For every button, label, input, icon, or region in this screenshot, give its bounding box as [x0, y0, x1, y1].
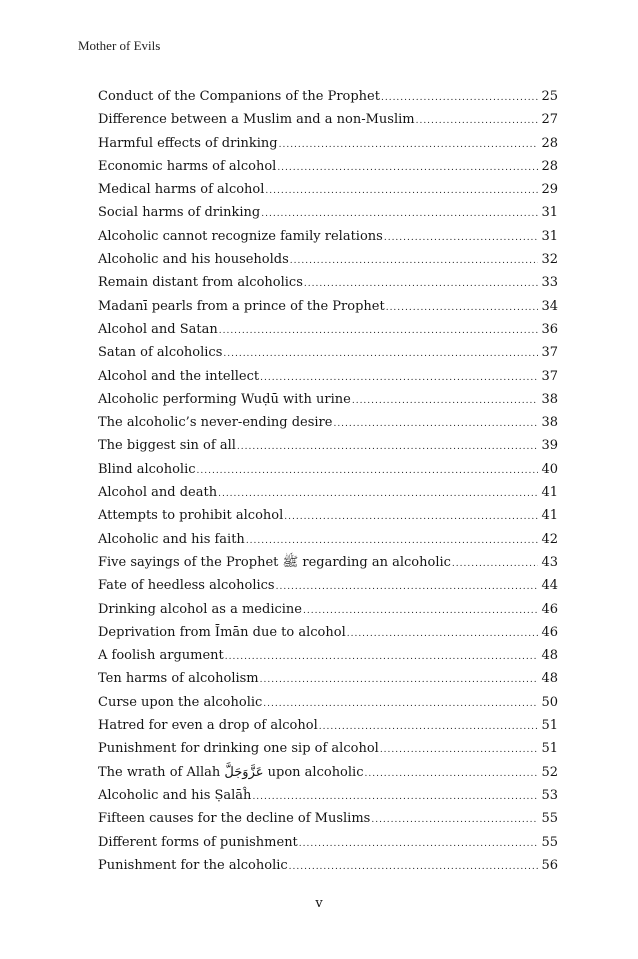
dot-leader	[381, 87, 538, 110]
dot-leader	[352, 390, 539, 413]
toc-entry[interactable]	[98, 178, 558, 201]
toc-entry-page: 43	[541, 554, 558, 570]
toc-entry-title: A foolish argument	[98, 648, 224, 664]
toc-entry[interactable]	[98, 388, 558, 411]
toc-entry-title: Curse upon the alcoholic	[98, 694, 263, 710]
toc-entry-title: Alcohol and Satan	[98, 321, 218, 337]
toc-entry-title: Fate of heedless alcoholics	[98, 578, 275, 594]
toc-entry-page: 51	[541, 741, 558, 757]
dot-leader	[261, 203, 538, 226]
table-of-contents	[98, 85, 558, 877]
dot-leader	[279, 134, 539, 157]
dot-leader	[237, 436, 539, 459]
toc-entry[interactable]	[98, 481, 558, 504]
toc-entry-page: 39	[541, 438, 558, 454]
dot-leader	[284, 506, 538, 529]
dot-leader	[260, 367, 538, 390]
toc-entry-title: Difference between a Muslim and a non-Muslim	[98, 112, 415, 128]
toc-entry[interactable]	[98, 341, 558, 364]
toc-entry[interactable]	[98, 667, 558, 690]
dot-leader	[290, 250, 539, 273]
toc-entry[interactable]	[98, 831, 558, 854]
toc-entry[interactable]	[98, 574, 558, 597]
toc-entry-title: Hatred for even a drop of alcohol	[98, 718, 318, 734]
dot-leader	[223, 343, 538, 366]
toc-entry-page: 41	[541, 508, 558, 524]
toc-entry-page: 50	[541, 694, 558, 710]
toc-entry[interactable]	[98, 318, 558, 341]
toc-entry-title: Alcoholic and his faith	[98, 531, 245, 547]
toc-entry-title: Alcohol and the intellect	[98, 368, 260, 384]
toc-entry-page: 29	[541, 182, 558, 198]
running-head-title: Mother of Evils	[78, 38, 161, 53]
toc-entry[interactable]	[98, 691, 558, 714]
toc-entry-page: 48	[541, 648, 558, 664]
toc-entry-title: Drinking alcohol as a medicine	[98, 601, 302, 617]
toc-entry-page: 34	[541, 298, 558, 314]
toc-entry-page: 40	[541, 461, 558, 477]
toc-entry-title: Conduct of the Companions of the Prophet	[98, 89, 380, 104]
dot-leader	[416, 110, 539, 133]
toc-entry-title: The biggest sin of all	[98, 438, 236, 454]
toc-entry-page: 46	[541, 624, 558, 640]
toc-entry-title: Medical harms of alcohol	[98, 182, 265, 198]
toc-entry[interactable]	[98, 504, 558, 527]
toc-entry-title: Punishment for drinking one sip of alcohol	[98, 741, 379, 757]
dot-leader	[289, 856, 539, 879]
dot-leader	[452, 553, 539, 576]
toc-entry-title: Satan of alcoholics	[98, 345, 223, 361]
dot-leader	[333, 413, 538, 436]
toc-entry-title: Deprivation from Īmān due to alcohol	[98, 624, 346, 640]
dot-leader	[319, 716, 539, 739]
dot-leader	[265, 180, 538, 203]
toc-entry-title: The wrath of Allah عَزَّوَجَلَّ upon alcoholic	[98, 764, 364, 780]
toc-entry[interactable]	[98, 644, 558, 667]
toc-entry[interactable]	[98, 295, 558, 318]
toc-entry[interactable]	[98, 248, 558, 271]
dot-leader	[277, 157, 538, 180]
toc-entry[interactable]	[98, 411, 558, 434]
toc-entry[interactable]	[98, 598, 558, 621]
dot-leader	[260, 669, 539, 692]
toc-entry-title: Social harms of drinking	[98, 205, 261, 221]
dot-leader	[384, 227, 539, 250]
toc-entry-page: 55	[541, 811, 558, 827]
toc-entry-page: 51	[541, 718, 558, 734]
toc-entry[interactable]	[98, 132, 558, 155]
dot-leader	[219, 320, 539, 343]
toc-entry-page: 31	[541, 228, 558, 244]
toc-entry-title: Fifteen causes for the decline of Muslims	[98, 811, 371, 827]
dot-leader	[276, 576, 539, 599]
toc-entry-title: The alcoholic’s never-ending desire	[98, 415, 333, 431]
dot-leader	[252, 786, 538, 809]
dot-leader	[365, 763, 539, 786]
toc-entry-page: 28	[541, 158, 558, 174]
toc-entry-page: 46	[541, 601, 558, 617]
dot-leader	[218, 483, 538, 506]
toc-entry-page: 52	[541, 764, 558, 780]
toc-entry-page: 33	[541, 275, 558, 291]
toc-entry-title: Madanī pearls from a prince of the Prophet	[98, 298, 385, 314]
toc-entry-page: 55	[541, 834, 558, 850]
toc-entry-title: Blind alcoholic	[98, 461, 196, 477]
toc-entry[interactable]	[98, 621, 558, 644]
toc-entry-page: 27	[541, 112, 558, 128]
toc-entry-page: 53	[541, 787, 558, 803]
toc-entry-title: Alcoholic performing Wuḍū with urine	[98, 391, 351, 407]
toc-entry[interactable]	[98, 225, 558, 248]
toc-entry-title: Harmful effects of drinking	[98, 135, 278, 151]
toc-entry[interactable]	[98, 108, 558, 131]
dot-leader	[263, 693, 538, 716]
dot-leader	[303, 600, 538, 623]
dot-leader	[246, 530, 539, 553]
toc-entry-title: Alcoholic and his households	[98, 252, 289, 268]
toc-entry-title: Five sayings of the Prophet ﷺ regarding an alcoholic	[98, 554, 451, 570]
toc-entry-page: 44	[541, 578, 558, 594]
toc-entry[interactable]	[98, 155, 558, 178]
toc-entry[interactable]	[98, 528, 558, 551]
toc-entry[interactable]	[98, 714, 558, 737]
toc-entry-page: 37	[541, 368, 558, 384]
toc-entry-page: 38	[541, 391, 558, 407]
toc-entry[interactable]	[98, 551, 558, 574]
dot-leader	[299, 833, 539, 856]
toc-entry-title: Attempts to prohibit alcohol	[98, 508, 284, 524]
toc-entry-page: 37	[541, 345, 558, 361]
toc-entry[interactable]	[98, 784, 558, 807]
dot-leader	[347, 623, 539, 646]
toc-entry-page: 48	[541, 671, 558, 687]
toc-entry-page: 42	[541, 531, 558, 547]
toc-entry-page: 25	[541, 89, 558, 104]
dot-leader	[225, 646, 539, 669]
toc-entry-page: 28	[541, 135, 558, 151]
toc-entry[interactable]	[98, 85, 558, 108]
dot-leader	[304, 273, 539, 296]
toc-entry-title: Punishment for the alcoholic	[98, 857, 288, 873]
toc-entry-title: Alcoholic cannot recognize family relations	[98, 228, 383, 244]
dot-leader	[197, 460, 539, 483]
toc-entry[interactable]	[98, 434, 558, 457]
toc-entry[interactable]	[98, 271, 558, 294]
dot-leader	[380, 739, 539, 762]
toc-entry[interactable]	[98, 761, 558, 784]
toc-entry-title: Alcohol and death	[98, 485, 218, 501]
toc-entry[interactable]	[98, 365, 558, 388]
page-number: v	[315, 896, 323, 911]
toc-entry-title: Ten harms of alcoholism	[98, 671, 259, 687]
toc-entry-page: 32	[541, 252, 558, 268]
toc-entry-page: 38	[541, 415, 558, 431]
toc-entry[interactable]	[98, 807, 558, 830]
toc-entry[interactable]	[98, 737, 558, 760]
toc-entry-title: Different forms of punishment	[98, 834, 298, 850]
dot-leader	[386, 297, 539, 320]
toc-entry[interactable]	[98, 854, 558, 877]
toc-entry-title: Alcoholic and his Ṣalāĥ	[98, 787, 252, 803]
toc-entry-title: Economic harms of alcohol	[98, 158, 277, 174]
toc-entry[interactable]	[98, 458, 558, 481]
toc-entry-page: 31	[541, 205, 558, 221]
toc-entry-title: Remain distant from alcoholics	[98, 275, 303, 291]
toc-entry-page: 41	[541, 485, 558, 501]
toc-entry-page: 56	[541, 857, 558, 873]
toc-entry[interactable]	[98, 201, 558, 224]
dot-leader	[371, 809, 538, 832]
toc-entry-page: 36	[541, 321, 558, 337]
